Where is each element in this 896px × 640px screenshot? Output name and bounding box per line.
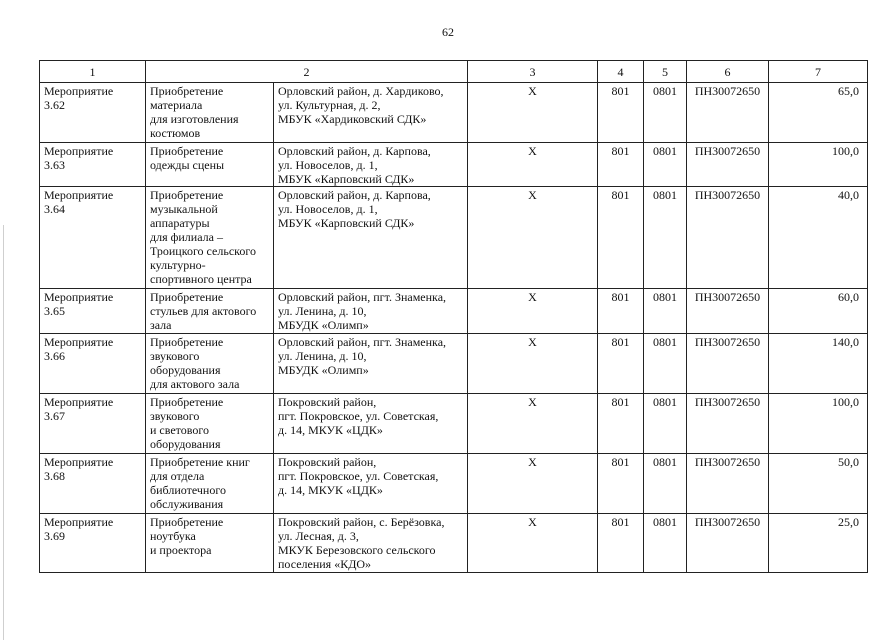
header-col-4: 4 [598, 61, 644, 83]
cell-col6: ПН30072650 [687, 334, 769, 394]
table-row [40, 514, 868, 573]
cell-address: Орловский район, пгт. Знаменка, ул. Ленина, д. 10, МБУДК «Олимп» [274, 334, 468, 394]
cell-col7: 100,0 [769, 394, 868, 454]
header-col-1: 1 [40, 61, 146, 83]
cell-col7: 140,0 [769, 334, 868, 394]
cell-col4: 801 [598, 289, 644, 334]
cell-col3: Х [468, 454, 598, 514]
cell-description: Приобретение ноутбука и проектора [146, 514, 274, 573]
cell-description: Приобретение стульев для актового зала [146, 289, 274, 334]
cell-col5: 0801 [644, 289, 687, 334]
cell-col3: Х [468, 83, 598, 143]
cell-col4: 801 [598, 514, 644, 573]
cell-col4: 801 [598, 454, 644, 514]
cell-description: Приобретение звукового и светового оборудования [146, 394, 274, 454]
table-row [40, 143, 868, 187]
table-row [40, 289, 868, 334]
cell-col6: ПН30072650 [687, 289, 769, 334]
cell-description: Приобретение звукового оборудования для актового зала [146, 334, 274, 394]
cell-col6: ПН30072650 [687, 454, 769, 514]
cell-col5: 0801 [644, 187, 687, 289]
cell-col3: Х [468, 394, 598, 454]
cell-address: Орловский район, пгт. Знаменка, ул. Ленина, д. 10, МБУДК «Олимп» [274, 289, 468, 334]
cell-col3: Х [468, 143, 598, 187]
cell-col5: 0801 [644, 394, 687, 454]
cell-event: Мероприятие 3.65 [40, 289, 146, 334]
cell-description: Приобретение книг для отдела библиотечного обслуживания [146, 454, 274, 514]
cell-col6: ПН30072650 [687, 83, 769, 143]
cell-col7: 40,0 [769, 187, 868, 289]
table-row [40, 187, 868, 289]
cell-address: Орловский район, д. Карпова, ул. Новоселов, д. 1, МБУК «Карповский СДК» [274, 143, 468, 187]
cell-col7: 60,0 [769, 289, 868, 334]
cell-col7: 100,0 [769, 143, 868, 187]
cell-description: Приобретение одежды сцены [146, 143, 274, 187]
budget-table [39, 60, 868, 573]
cell-col6: ПН30072650 [687, 143, 769, 187]
header-row [40, 61, 868, 83]
cell-event: Мероприятие 3.69 [40, 514, 146, 573]
cell-col6: ПН30072650 [687, 394, 769, 454]
cell-col7: 50,0 [769, 454, 868, 514]
cell-event: Мероприятие 3.68 [40, 454, 146, 514]
cell-address: Орловский район, д. Карпова, ул. Новоселов, д. 1, МБУК «Карповский СДК» [274, 187, 468, 289]
cell-description: Приобретение музыкальной аппаратуры для филиала – Троицкого сельского культурно- спортивного центра [146, 187, 274, 289]
cell-col4: 801 [598, 334, 644, 394]
cell-col3: Х [468, 289, 598, 334]
cell-col5: 0801 [644, 334, 687, 394]
cell-col3: Х [468, 334, 598, 394]
cell-col6: ПН30072650 [687, 514, 769, 573]
cell-address: Покровский район, с. Берёзовка, ул. Лесная, д. 3, МКУК Березовского сельского поселения «КДО» [274, 514, 468, 573]
header-col-2: 2 [146, 61, 468, 83]
cell-event: Мероприятие 3.62 [40, 83, 146, 143]
cell-event: Мероприятие 3.63 [40, 143, 146, 187]
cell-col3: Х [468, 187, 598, 289]
cell-address: Орловский район, д. Хардиково, ул. Культурная, д. 2, МБУК «Хардиковский СДК» [274, 83, 468, 143]
table-row [40, 334, 868, 394]
cell-col7: 25,0 [769, 514, 868, 573]
cell-col4: 801 [598, 187, 644, 289]
cell-event: Мероприятие 3.64 [40, 187, 146, 289]
cell-col6: ПН30072650 [687, 187, 769, 289]
cell-col5: 0801 [644, 83, 687, 143]
cell-col7: 65,0 [769, 83, 868, 143]
table-row [40, 394, 868, 454]
cell-col4: 801 [598, 394, 644, 454]
cell-col5: 0801 [644, 143, 687, 187]
cell-col5: 0801 [644, 514, 687, 573]
cell-description: Приобретение материала для изготовления костюмов [146, 83, 274, 143]
cell-col3: Х [468, 514, 598, 573]
header-col-7: 7 [769, 61, 868, 83]
header-col-3: 3 [468, 61, 598, 83]
cell-address: Покровский район, пгт. Покровское, ул. Советская, д. 14, МКУК «ЦДК» [274, 454, 468, 514]
page-number: 62 [442, 25, 454, 39]
cell-col4: 801 [598, 143, 644, 187]
cell-address: Покровский район, пгт. Покровское, ул. Советская, д. 14, МКУК «ЦДК» [274, 394, 468, 454]
table-row [40, 454, 868, 514]
cell-col5: 0801 [644, 454, 687, 514]
cell-col4: 801 [598, 83, 644, 143]
cell-event: Мероприятие 3.66 [40, 334, 146, 394]
scan-edge-line [3, 225, 4, 640]
table-row [40, 83, 868, 143]
header-col-5: 5 [644, 61, 687, 83]
header-col-6: 6 [687, 61, 769, 83]
cell-event: Мероприятие 3.67 [40, 394, 146, 454]
